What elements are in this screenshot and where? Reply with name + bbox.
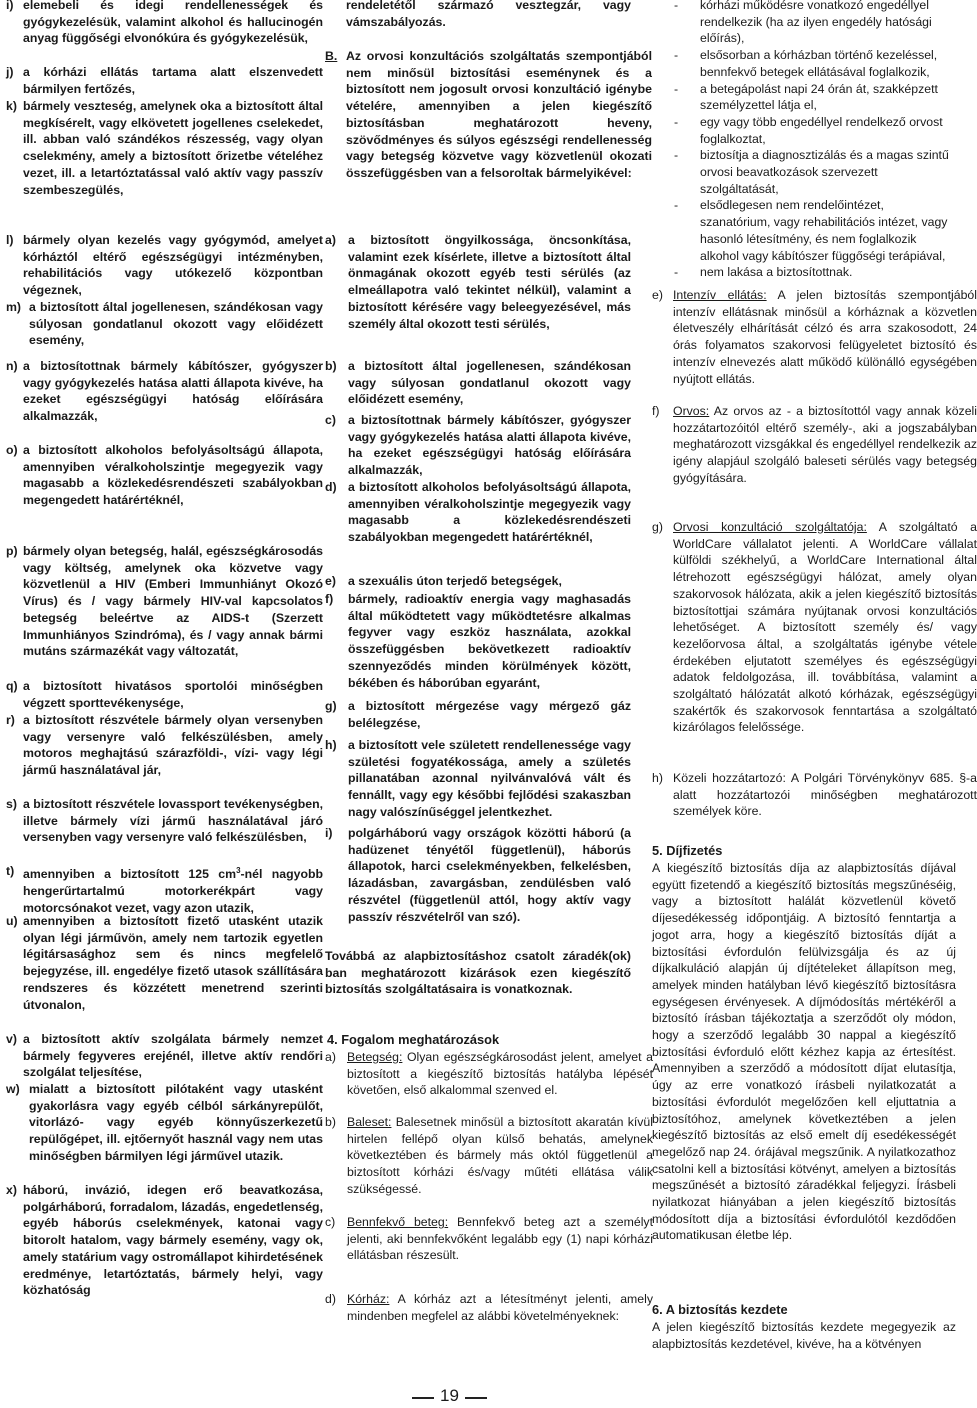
- item-label: u): [6, 914, 18, 928]
- requirement-text: a betegápolást napi 24 órán át, szakképzett személyzettel látja el,: [700, 81, 938, 113]
- definition-g: [652, 519, 977, 736]
- exclusion-item-u: [6, 913, 323, 1013]
- item-text: bármely veszteség, amelynek oka a biztosított által megkísérelt, vagy elkövetett jogellenes cselekedet, ill. abban való szándékos részesség, vagy olyan cselekmény, amely a biztosított őrizetbe vételéhez vezet, ill. a letartóztatással való aktív vagy passzív szembeszegülés,: [23, 99, 323, 197]
- exclusion-item-s: [6, 796, 323, 846]
- definition-c: [325, 1214, 653, 1264]
- definition-f: [652, 403, 977, 487]
- requirement-item: [674, 0, 956, 47]
- item-text: mialatt a biztosított pilótaként vagy utasként gyakorlásra vagy egyéb célból sárkányrepülőt, vitorlázó- vagy egyéb könnyűszerkezetű repülőgépet, ill. ejtőernyőt használ vagy nem utas minőségben bármilyen légi járművel utazik.: [29, 1082, 323, 1163]
- def-term: Orvos:: [673, 404, 710, 418]
- b-item-d: [325, 479, 631, 546]
- def-label: c): [325, 1215, 336, 1229]
- def-term: Baleset:: [347, 1115, 392, 1129]
- requirement-item: [674, 197, 956, 264]
- item-label: t): [6, 864, 15, 878]
- section-6-text: A jelen kiegészítő biztosítás kezdete megegyezik az alapbiztosítás kezdetével, kivéve, ha a kötvényen: [652, 1320, 956, 1351]
- item-text: a biztosított alkoholos befolyásoltságú állapota, amennyiben véralkoholszintje megegyezik vagy magasabb a közlekedésrendészeti szabályokban megengedett határértéknél,: [23, 443, 323, 508]
- dash-bullet: -: [674, 0, 679, 12]
- def-text: A jelen biztosítás szempontjából intenzív ellátásnak minősül a kórháznak a közvetlen életveszély elhárítását célzó és arra szakosodott, 24 órás folyamatos szakorvosi felügyeletet biztosító és intenzív elnevezés alatt működő különálló egységében nyújtott ellátás.: [673, 288, 977, 386]
- page-number: 19: [440, 1386, 459, 1405]
- def-term: Intenzív ellátás:: [673, 288, 767, 302]
- item-label: e): [325, 574, 336, 588]
- def-term: Kórház:: [347, 1292, 390, 1306]
- item-label: h): [325, 738, 337, 752]
- b-item-b: [325, 358, 631, 408]
- item-label: q): [6, 679, 18, 693]
- item-text: a biztosított alkoholos befolyásoltságú állapota, amennyiben véralkoholszintje megegyezik vagy magasabb a közlekedésrendészeti szabályokban megengedett határértéknél,: [348, 480, 631, 545]
- item-label: x): [6, 1183, 17, 1197]
- item-label: d): [325, 480, 337, 494]
- exclusion-item-x: [6, 1182, 323, 1299]
- item-label: j): [6, 65, 14, 79]
- exclusion-item-r: [6, 712, 323, 779]
- requirement-text: elsődlegesen nem rendelőintézet, szanatórium, vagy rehabilitációs intézet, vagy hasonló létesítmény, és nem foglalkozik alkohol vagy kábítószer függőségi terápiával,: [700, 198, 948, 263]
- def-text: Az orvos az - a biztosítottól vagy annak közeli hozzátartozóitól eltérő személy-, aki a jogszabályban meghatározott vizsgákkal és engedéllyel rendelkezik az igény alapjául szolgáló baleseti sérülés vagy betegség gyógyítására.: [673, 404, 977, 485]
- section-label: B.: [325, 49, 338, 63]
- item-text: polgárháború vagy országok közötti háború (a hadüzenet tényétől függetlenül), háborús állapotok, harci cselekményekben, felkelésben, lázadásban, zavargásban, zendülésben való részvétel (függetlenül attól, hogy aktív vagy passzív részvételről van szó).: [348, 826, 631, 924]
- def-label: b): [325, 1115, 336, 1129]
- def-label: e): [652, 288, 663, 302]
- b-item-g: [325, 698, 631, 731]
- definition-b: [325, 1114, 653, 1198]
- item-text: a biztosított öngyilkossága, öncsonkítása, valamint ezek kísérlete, illetve a biztosított által önmagának okozott egyéb testi sérülés (az elmeállapotra való tekintet nélkül), valamint a biztosított kérésére vagy beleegyezésével, más személy által okozott testi sérülés,: [348, 233, 631, 331]
- def-label: f): [652, 404, 660, 418]
- definition-h: [652, 770, 977, 820]
- exclusion-item-j: [6, 64, 323, 97]
- dash-bullet: -: [674, 81, 679, 96]
- b-item-c: [325, 412, 631, 479]
- section-6-heading: 6. A biztosítás kezdete: [652, 1302, 788, 1317]
- item-text: a biztosított vele született rendellenessége vagy születési fogyatékossága, amely a születés pillanatában azonnal nyilvánvalóvá vált és fennállt, vagy egy későbbi fejlődési szakaszban nagy valószínűséggel jelentkezhet.: [348, 738, 631, 819]
- item-label: r): [6, 713, 15, 727]
- item-label: p): [6, 544, 18, 558]
- closing-paragraph: Továbbá az alapbiztosításhoz csatolt záradék(ok) ban meghatározott kizárások ezen kiegészítő biztosítás szolgáltatásaira is vonatkoznak.: [325, 949, 631, 997]
- requirement-item: [674, 81, 956, 114]
- item-label: m): [6, 300, 22, 314]
- item-label: i): [325, 826, 333, 840]
- item-label: n): [6, 359, 18, 373]
- section-5-heading: 5. Díjfizetés: [652, 843, 723, 858]
- exclusion-item-k: [6, 98, 323, 198]
- requirement-item: [674, 264, 956, 281]
- exclusion-item-l: [6, 232, 323, 299]
- def-label: d): [325, 1292, 336, 1306]
- intro-text: rendeletétől származó vesztegzár, vagy vámszabályozás.: [346, 0, 631, 29]
- b-item-a: [325, 232, 631, 332]
- def-text: A kórház azt a létesítményt jelenti, amely mindenben megfelel az alábbi követelményeknek:: [347, 1292, 653, 1323]
- b-item-f: [325, 591, 631, 691]
- def-text: Balesetnek minősül a biztosított akaratán kívül hirtelen fellépő olyan külső behatás, amelynek következtében és bármely más októl függetlenül a biztosított kórházi és/vagy műtéti ellátása válik szükségessé.: [347, 1115, 653, 1196]
- item-label: g): [325, 699, 337, 713]
- item-label: c): [325, 413, 336, 427]
- dash-bullet: -: [674, 114, 679, 129]
- item-text: a biztosított által jogellenesen, szándékosan vagy súlyosan gondatlanul okozott vagy előidézett esemény,: [29, 300, 323, 348]
- definition-a: [325, 1049, 653, 1099]
- def-text: Olyan egészségkárosodást jelent, amelyet a biztosított a kiegészítő biztosítás hatályba lépését követően, első alkalommal szenved el.: [347, 1050, 653, 1098]
- item-text: a biztosított aktív szolgálata bármely nemzet bármely fegyveres erejénél, illetve aktív rendőri szolgálat teljesítése,: [23, 1032, 323, 1080]
- item-label: l): [6, 233, 14, 247]
- section-4-heading: 4. Fogalom meghatározások: [327, 1032, 500, 1047]
- item-text: a biztosított által jogellenesen, szándékosan vagy súlyosan gondatlanul okozott vagy előidézett esemény,: [348, 359, 631, 407]
- exclusion-item-o: [6, 442, 323, 509]
- definition-d: [325, 1291, 653, 1324]
- item-text: háború, invázió, idegen erő beavatkozása, polgárháború, forradalom, lázadás, engedetlenség, egyéb háborús cselekmények, katonai vagy bitorolt hatalom, vagy bármely esemény, vagy ok, amely statárium vagy ostromállapot kihirdetésének eredménye, letartóztatás, bármely helyi, vagy közhatóság: [23, 1183, 323, 1298]
- item-label: b): [325, 359, 337, 373]
- item-text-cont: -nél nagyobb hengerűrtartalmú motorkerékpárt vagy motorcsónakot vezet, vagy azon utazik,: [23, 867, 324, 915]
- item-text: a biztosított részvétele lovassport tevékenységben, illetve bármely vízi jármű használatával járó versenyben vagy versenyre való felkészülésben,: [23, 797, 324, 845]
- dash-bullet: -: [674, 198, 679, 213]
- b-item-e: [325, 573, 631, 590]
- requirement-text: biztosítja a diagnosztizálás és a magas szintű orvosi beavatkozások szervezett szolgáltatását,: [700, 148, 949, 196]
- item-text: a biztosított részvétele bármely olyan versenyben vagy versenyre való felkészülésben, amely motoros meghajtású szárazföldi-, vízi- vagy légi jármű használatával jár,: [23, 713, 323, 778]
- item-label: a): [325, 233, 336, 247]
- def-label: a): [325, 1050, 336, 1064]
- superscript: 3: [236, 866, 241, 875]
- section-5-text: A kiegészítő biztosítás díja az alapbiztosítás díjával együtt fizetendő a kiegészítő biztosítás megszűnéséig, vagy a biztosított halálát közvetlenül követő díjesedékesség időpontjáig. A biztosító fenntartja a jogot arra, hogy a kiegészítő biztosítás díját a biztosítási évfordulón felülvizsgálja és az új díjkalkuláció alapján új díjtételeket állapítson meg, amelyek minden hatályban lévő kiegészítő biztosításra egységesen érvényesek. A díjmódosítás mértékéről a biztosító írásban tájékoztatja a szerződőt oly módon, hogy a szerződő legalább 30 nappal a kiegészítő biztosítási évforduló előtt kézhez kapja az értesítést. Amennyiben a szerződő a módosított díjat elutasítja, úgy az erre vonatkozó írásbeli nyilatkozatát a biztosítási évfordulót megelőzően kell eljuttatnia a biztosítóhoz, amelynek következtében a jelen kiegészítő biztosítás az első emelt díj esedékességét megelőző nap 24. órájával megszűnik. A nyilatkozathoz csatolni kell a biztosítási kötvényt, amelyen a biztosítás megszűnését a biztosító záradékkal feljegyzi. Írásbeli nyilatkozat hiányában a jelen kiegészítő biztosítás módosított díja a biztosítási évfordulótól kezdődően automatikusan életbe lép.: [652, 861, 956, 1243]
- requirement-text: elsősorban a kórházban történő kezeléssel, bennfekvő betegek ellátásával foglalkozik,: [700, 48, 938, 79]
- def-text: Bennfekvő beteg azt a személyt jelenti, aki bennfekvőként legalább egy (1) napi kórházi ellátásban részesült.: [347, 1215, 653, 1263]
- item-label: i): [6, 0, 14, 12]
- def-term: Orvosi konzultáció szolgáltatója:: [673, 520, 867, 534]
- item-label: o): [6, 443, 18, 457]
- b-item-h: [325, 737, 631, 821]
- def-term: Betegség:: [347, 1050, 403, 1064]
- dash-bullet: -: [674, 48, 679, 63]
- item-text: amennyiben a biztosított fizető utasként utazik olyan légi járművön, amely nem tartozik egyetlen légitársasághoz sem és nincs megfelelő bejegyzése, ill. engedélye fizető utasok szállítására rendszeres és közzétett menetrend szerinti útvonalon,: [23, 914, 323, 1012]
- section-text: Az orvosi konzultációs szolgáltatás szempontjából nem minősül biztosítási eseménynek és a biztosított nem jogosult orvosi konzultáció igénybe vételére, amennyiben a jelen kiegészítő biztosításban meghatározott heveny, szövődményes és súlyos egészségi rendellenesség vagy betegség közvetve vagy közvetlenül okozati összefüggésben van a felsoroltak bármelyikével:: [346, 49, 652, 180]
- item-text: elemebeli és idegi rendellenességek és gyógykezelésük, valamint alkohol és hallucinogén anyag függőségi elvonókúra és gyógykezelésük,: [23, 0, 323, 46]
- item-label: v): [6, 1032, 17, 1046]
- exclusion-item-i: [6, 0, 323, 47]
- dash-bullet: -: [674, 148, 679, 163]
- def-label: g): [652, 520, 663, 534]
- def-label: h): [652, 771, 663, 785]
- requirement-item: [674, 147, 956, 197]
- item-text: a kórházi ellátás tartama alatt elszenvedett bármilyen fertőzés,: [23, 65, 323, 96]
- item-label: w): [6, 1082, 20, 1096]
- dash-bullet: -: [674, 265, 679, 280]
- def-text: Közeli hozzátartozó: A Polgári Törvénykönyv 685. §-a alatt hozzátartozói minőségben meghatározott személyek köre.: [673, 771, 977, 819]
- definition-e: [652, 287, 977, 387]
- requirement-item: [674, 47, 956, 80]
- requirement-text: kórházi működésre vonatkozó engedéllyel rendelkezik (ha az ilyen engedély hatósági előírás),: [700, 0, 932, 46]
- item-label: s): [6, 797, 17, 811]
- exclusion-item-p: [6, 543, 323, 660]
- def-text: A szolgáltató a WorldCare vállalatot jelenti. A WorldCare vállalat külföldi székhelyű, a WorldCare International által létrehozott egészségügyi hálózat, amely olyan szakorvosok hálózata, akik a jelen kiegészítő biztosítás biztosítottjai számára nyújtanak orvosi konzultációs lehetőséget. A biztosított személy és/ vagy kezelőorvosa által, a szolgáltatás igénybe vétele érdekében eljutatott személyes és egészségügyi adatok feldolgozása, ill. továbbítása, valamint a szolgáltató hálózatát alkotó kórházak, egészségügyi szakértők és szakorvosok fenntartása a szolgáltató kizárólagos felelőssége.: [673, 520, 977, 735]
- exclusion-item-m: [6, 299, 323, 349]
- item-text: a biztosítottnak bármely kábítószer, gyógyszer vagy gyógykezelés hatása alatti állapota kivéve, ha ezeket egészségügyi hatóság előírására alkalmazzák,: [348, 413, 631, 478]
- section-b: [325, 48, 652, 182]
- requirement-text: egy vagy több engedéllyel rendelkező orvost foglalkoztat,: [700, 114, 943, 146]
- item-text: a biztosítottnak bármely kábítószer, gyógyszer vagy gyógykezelés hatása alatti állapota kivéve, ha ezeket egészségügyi hatóság előírására alkalmazzák,: [23, 359, 323, 424]
- item-text: amennyiben a biztosított 125 cm: [23, 867, 237, 882]
- exclusion-item-v: [6, 1031, 323, 1081]
- item-text: bármely olyan betegség, halál, egészségkárosodás vagy költség, amelynek oka közvetve vagy közvetlenül a HIV (Emberi Immunhiányt Okozó Vírus) és / vagy bármely HIV-val kapcsolatos betegség beleértve az AIDS-t (Szerzett Immunhiányos Szindróma), és / vagy annak bármi mutáns származékát vagy változatát,: [23, 544, 323, 659]
- requirement-text: nem lakása a biztosítottnak.: [700, 265, 853, 280]
- exclusion-item-t: [6, 863, 323, 916]
- item-label: f): [325, 592, 334, 606]
- requirement-item: [674, 114, 956, 147]
- def-term: Bennfekvő beteg:: [347, 1215, 449, 1229]
- item-text: bármely olyan kezelés vagy gyógymód, amelyet kórháztól eltérő egészségügyi intézményben, rehabilitációs vagy utókezelő központban végeznek,: [23, 233, 323, 298]
- hospital-requirements-list: [674, 0, 956, 281]
- b-item-i: [325, 825, 631, 925]
- item-text: a biztosított mérgezése vagy mérgező gáz belélegzése,: [348, 699, 631, 730]
- item-label: k): [6, 99, 17, 113]
- item-text: a biztosított hivatásos sportolói minőségben végzett sporttevékenysége,: [23, 679, 323, 710]
- item-text: a szexuális úton terjedő betegségek,: [348, 574, 562, 588]
- item-text: bármely, radioaktív energia vagy maghasadás által működtetett vagy működtetésre alkalmas fegyver vagy eszköz használata, azokkal összefüggésben bekövetkezett radioaktív szennyeződés minden körülmények között, békében és háborúban egyaránt,: [348, 592, 631, 690]
- exclusion-item-q: [6, 678, 323, 711]
- exclusion-item-n: [6, 358, 323, 425]
- exclusion-item-w: [6, 1081, 323, 1165]
